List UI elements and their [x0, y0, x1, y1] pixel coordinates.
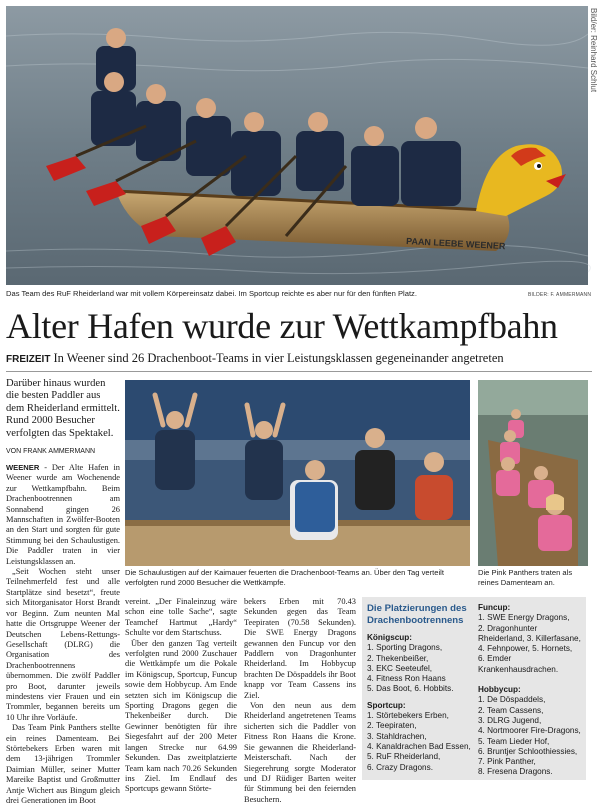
top-photo-caption: Das Team des RuF Rheiderland war mit vollem Körpereinsatz dabei. Im Sportcup reichte es aber nur für den fünften Platz.: [6, 289, 417, 298]
list-item: 3. EKC Seeteufel,: [367, 663, 433, 673]
dragon-boat-illustration: [6, 6, 588, 285]
hobbycup-list: [478, 695, 582, 777]
list-item: 5. Das Boot, 6. Hobbits.: [367, 684, 454, 694]
list-item: 4. Fehnpower, 5. Hornets,: [478, 644, 573, 654]
list-item: 2. Thekenbeißer,: [367, 653, 429, 663]
divider: [6, 371, 592, 372]
subheadline-text: In Weener sind 26 Drachenboot-Teams in vier Leistungsklassen gegeneinander angetreten: [53, 351, 504, 365]
list-item: 2. Team Cassens,: [478, 705, 544, 715]
funcup-label: Funcup:: [478, 603, 511, 612]
funcup-list: [478, 613, 582, 675]
article-column-1: WEENER - Der Alte Hafen in Weener wurde am Wochenende zur Wettkampfbahn. Beim Drachenbootrennen am Sonnabend gingen 26 Mannschaften in Zwölfer-Booten an den Start und sorgten für gute Stimmung bei den Schaulustigen. Die Paddler traten in vier Leistungsklassen an. „Seit Wochen steht unser Teilnehmerfeld fest und alle Startplätze sind besetzt“, freute sich Mitorganisator Horst Brandt vor Beginn. Zum neunten Mal hatte die Ortsgruppe Weener der Deutschen Lebens-Rettungs-Gesellschaft (DLRG) die Organisation des Drachenbootrennens übernommen. Die zwölf Paddler pro Boot, darunter jeweils mindestens vier Frauen und ein Trommler, begannen bereits um 10 Uhr ihre Vorläufe. Das Team Pink Panthers stellte ein reines Damenteam. Bei Störtebekers Erben waren mit dem 13-jährigen Trommler Daimian Müller, seiner Mutter Mareike Baptist und Großmutter Antje Wichert aus Bingum gleich drei Generationen im Boot: [6, 463, 120, 805]
list-item: 3. Stahldrachen,: [367, 731, 427, 741]
photo-dragon-boat-team: [6, 6, 588, 285]
boat-lettering: PAAN LEEBE WEENER: [405, 236, 506, 252]
article-column-2: vereint. „Der Finaleinzug wäre schon eine tolle Sache“, sagte Teamchef Hartmut „Hardy“ Schulte vor dem Startschuss. Über den ganzen Tag verteilt verfolgten rund 2000 Zuschauer die Wettkämpfe um die Pokale im Königscup, Sportcup, Funcup sowie dem Hobbycup. Am Ende setzten sich im Königscup die Sporting Dragons gegen die Thekenbeißer durch. Die Gewinner benötigten für ihre Siegesfahrt auf der 200 Meter langen Strecke nur 64.99 Sekunden. Das zweitplatzierte Team kam nach 70.26 Sekunden ins Ziel. Im Endlauf des Sportcups gewann Störte-: [125, 597, 237, 794]
list-item: 8. Fresena Dragons.: [478, 767, 553, 777]
hobbycup-label: Hobbycup:: [478, 685, 521, 695]
headline: Alter Hafen wurde zur Wettkampfbahn: [6, 306, 558, 346]
infobox-title: Die Platzierungen des Drachenbootrennens: [367, 603, 467, 626]
list-item: 4. Fitness Ron Haans: [367, 674, 446, 684]
list-item: 4. Nortmoorer Fire-Dragons, 5. Team Lieder Hof,: [478, 726, 581, 746]
list-item: 6. Crazy Dragons.: [367, 762, 433, 772]
koenigscup-list: [367, 643, 473, 694]
list-item: 2. Dragonhunter Rheiderland, 3. Killerfasane,: [478, 623, 581, 643]
list-item: 1. Störtebekers Erben,: [367, 711, 449, 721]
koenigscup-label: Königscup:: [367, 633, 413, 642]
middle-photo-caption: Die Schaulustigen auf der Kaimauer feuerten die Drachenboot-Teams an. Über den Tag verteilt verfolgten rund 2000 Besucher die Wettkämpfe.: [125, 568, 444, 587]
results-infobox: [362, 597, 586, 780]
spectators-illustration: [125, 380, 470, 566]
results-right-column: [478, 601, 582, 778]
side-photo-credit: Bild/er: Reinhard Schlut: [589, 8, 598, 93]
intro-teaser: Darüber hinaus wurden die besten Paddler aus dem Rheiderland ermittelt. Rund 2000 Besucher verfolgten das Spektakel.: [6, 378, 120, 439]
article-column-3: bekers Erben mit 70.43 Sekunden gegen das Team Teepiraten (70.58 Sekunden). Die SWE Energy Dragons gewannen den Funcup vor den Paddlern von Dragonhunter Rheiderland. Im Hobbycup brachten De Döspaddels ihr Boot knapp vor Team Cassens ins Ziel. Von den neun aus dem Rheiderland angetretenen Teams sicherten sich die Paddler von Fitness Ron Haans die Krone. Sie gewannen die Rheiderland-Meisterschaft. Nach der Siegerehrung sorgte Moderator und DJ Rüdiger Barten weiter für Stimmung bei den feiernden Besuchern.: [244, 597, 356, 804]
photo-spectators: [125, 380, 470, 566]
list-item: 2. Teepiraten,: [367, 721, 417, 731]
sportcup-list: [367, 711, 473, 773]
list-item: 4. Kanaldrachen Bad Essen, 5. RuF Rheiderland,: [367, 741, 471, 762]
right-photo-caption: Die Pink Panthers traten als reines Damenteam an.: [478, 568, 573, 587]
list-item: 3. DLRG Jugend,: [478, 715, 542, 725]
pink-panthers-illustration: [478, 380, 588, 566]
sportcup-label: Sportcup:: [367, 700, 406, 710]
kicker-label: FREIZEIT: [6, 354, 51, 365]
list-item: 1. De Döspaddels,: [478, 695, 546, 705]
list-item: 1. SWE Energy Dragons,: [478, 613, 570, 623]
results-left-column: [367, 631, 473, 773]
dateline: WEENER: [6, 463, 40, 472]
list-item: 1. Sporting Dragons,: [367, 643, 443, 653]
subheadline: [6, 351, 596, 367]
author-byline: VON FRANK AMMERMANN: [6, 448, 96, 455]
list-item: 6. Bruntjer Schloothiessies, 7. Pink Panther,: [478, 746, 578, 767]
photo-pink-panthers: [478, 380, 588, 566]
photo-credit: BILDER: F. AMMERMANN: [528, 292, 592, 298]
list-item: 6. Emder Krankenhausdrachen.: [478, 654, 559, 674]
